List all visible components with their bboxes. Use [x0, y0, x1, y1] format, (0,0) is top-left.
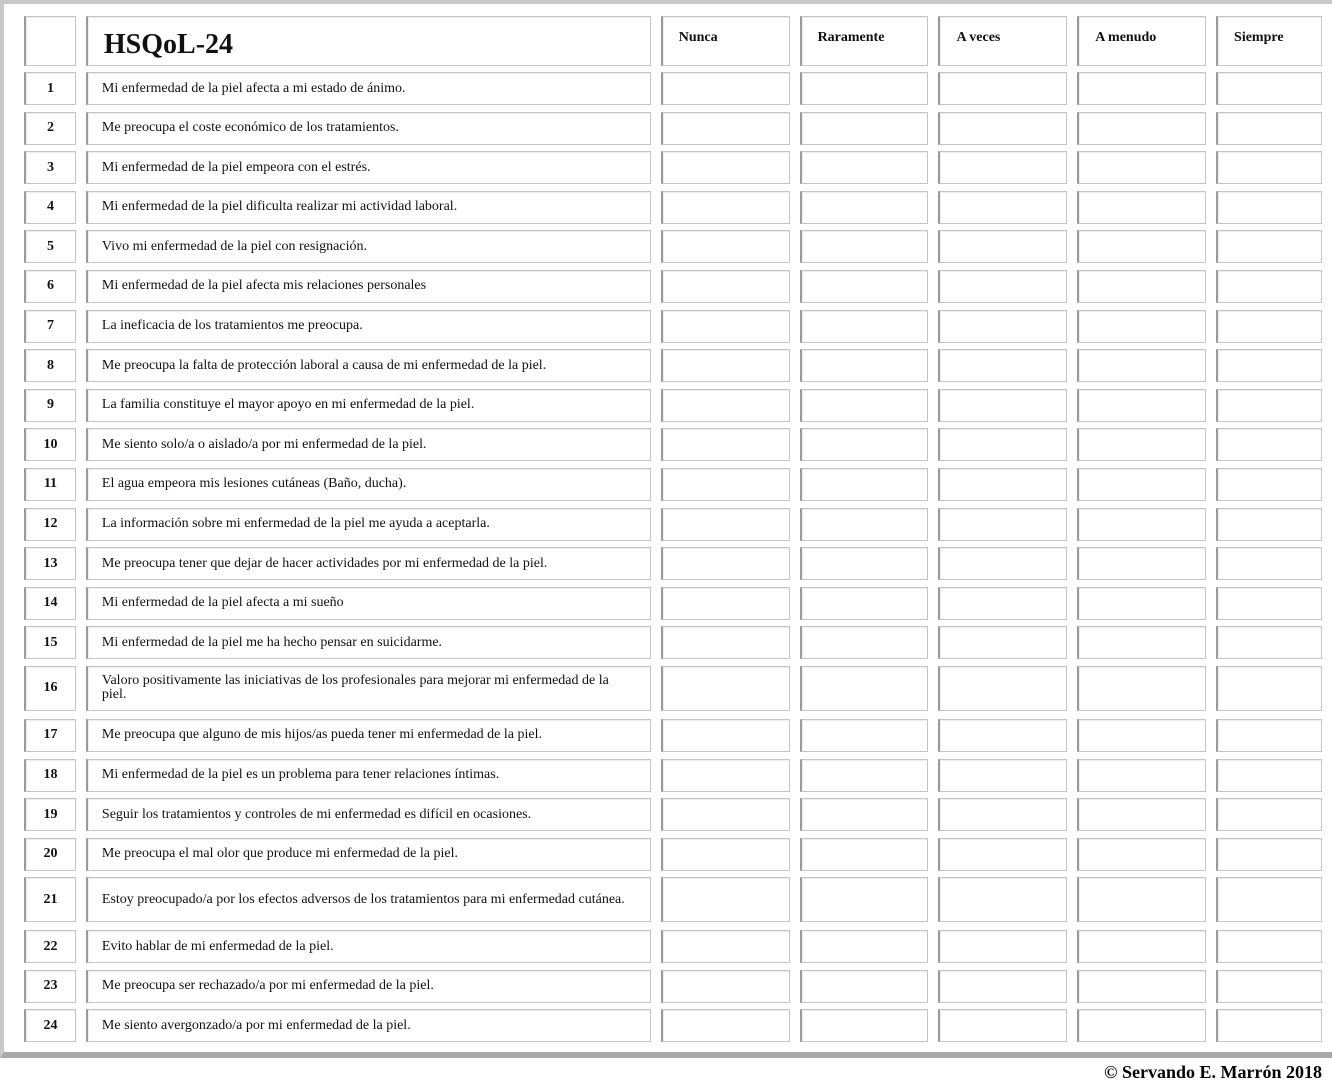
response-cell-a-menudo[interactable]: [1077, 72, 1206, 105]
response-cell-raramente[interactable]: [800, 270, 929, 303]
table-row: [24, 508, 1322, 548]
item-text: Me preocupa tener que dejar de hacer actividades por mi enfermedad de la piel.: [86, 547, 651, 580]
item-number: 13: [24, 547, 76, 580]
response-cell-a-veces[interactable]: [938, 72, 1067, 105]
table-row: [24, 798, 1322, 838]
column-header-a-menudo: A menudo: [1077, 16, 1206, 66]
response-cell-siempre[interactable]: [1216, 468, 1322, 501]
item-number: 8: [24, 349, 76, 382]
item-text: El agua empeora mis lesiones cutáneas (Baño, ducha).: [86, 468, 651, 501]
response-cell-a-veces[interactable]: [938, 547, 1067, 580]
response-cell-nunca[interactable]: [661, 72, 790, 105]
column-header-siempre: Siempre: [1216, 16, 1322, 66]
item-number: 3: [24, 151, 76, 184]
response-cell-raramente[interactable]: [800, 970, 929, 1003]
table-row: [24, 151, 1322, 191]
item-text: Me preocupa ser rechazado/a por mi enfermedad de la piel.: [86, 970, 651, 1003]
response-cell-nunca[interactable]: [661, 798, 790, 831]
response-cell-a-menudo[interactable]: [1077, 877, 1206, 922]
response-cell-nunca[interactable]: [661, 151, 790, 184]
response-cell-raramente[interactable]: [800, 1009, 929, 1042]
response-cell-nunca[interactable]: [661, 838, 790, 871]
table-row: [24, 270, 1322, 310]
item-text: La familia constituye el mayor apoyo en mi enfermedad de la piel.: [86, 389, 651, 422]
table-row: [24, 191, 1322, 231]
response-cell-siempre[interactable]: [1216, 547, 1322, 580]
response-cell-nunca[interactable]: [661, 112, 790, 145]
item-text: La información sobre mi enfermedad de la piel me ayuda a aceptarla.: [86, 508, 651, 541]
response-cell-a-veces[interactable]: [938, 151, 1067, 184]
response-cell-nunca[interactable]: [661, 626, 790, 659]
header-row: [24, 16, 1322, 72]
response-cell-raramente[interactable]: [800, 547, 929, 580]
response-cell-nunca[interactable]: [661, 428, 790, 461]
response-cell-a-menudo[interactable]: [1077, 759, 1206, 792]
response-cell-nunca[interactable]: [661, 191, 790, 224]
response-cell-nunca[interactable]: [661, 719, 790, 752]
response-cell-a-menudo[interactable]: [1077, 970, 1206, 1003]
column-header-a-veces: A veces: [938, 16, 1067, 66]
item-text: Mi enfermedad de la piel me ha hecho pensar en suicidarme.: [86, 626, 651, 659]
questionnaire-title: HSQoL-24: [86, 16, 651, 66]
response-cell-a-veces[interactable]: [938, 428, 1067, 461]
response-cell-nunca[interactable]: [661, 877, 790, 922]
response-cell-a-veces[interactable]: [938, 970, 1067, 1003]
response-cell-nunca[interactable]: [661, 468, 790, 501]
item-number: 6: [24, 270, 76, 303]
item-number: 20: [24, 838, 76, 871]
response-cell-a-veces[interactable]: [938, 838, 1067, 871]
response-cell-nunca[interactable]: [661, 587, 790, 620]
response-cell-nunca[interactable]: [661, 508, 790, 541]
response-cell-a-menudo[interactable]: [1077, 112, 1206, 145]
response-cell-a-menudo[interactable]: [1077, 428, 1206, 461]
table-row: [24, 389, 1322, 429]
response-cell-siempre[interactable]: [1216, 930, 1322, 963]
response-cell-nunca[interactable]: [661, 1009, 790, 1042]
item-number: 24: [24, 1009, 76, 1042]
response-cell-siempre[interactable]: [1216, 112, 1322, 145]
table-row: [24, 666, 1322, 719]
response-cell-a-veces[interactable]: [938, 270, 1067, 303]
response-cell-a-veces[interactable]: [938, 468, 1067, 501]
response-cell-a-veces[interactable]: [938, 930, 1067, 963]
item-number: 22: [24, 930, 76, 963]
response-cell-a-veces[interactable]: [938, 719, 1067, 752]
table-row: [24, 72, 1322, 112]
response-cell-a-menudo[interactable]: [1077, 838, 1206, 871]
response-cell-a-veces[interactable]: [938, 877, 1067, 922]
table-row: [24, 970, 1322, 1010]
response-cell-raramente[interactable]: [800, 508, 929, 541]
response-cell-nunca[interactable]: [661, 349, 790, 382]
response-cell-a-menudo[interactable]: [1077, 547, 1206, 580]
item-text: Mi enfermedad de la piel afecta mis relaciones personales: [86, 270, 651, 303]
response-cell-raramente[interactable]: [800, 798, 929, 831]
item-number: 10: [24, 428, 76, 461]
response-cell-nunca[interactable]: [661, 310, 790, 343]
response-cell-siempre[interactable]: [1216, 310, 1322, 343]
response-cell-nunca[interactable]: [661, 970, 790, 1003]
table-row: [24, 230, 1322, 270]
response-cell-a-veces[interactable]: [938, 112, 1067, 145]
column-header-raramente: Raramente: [800, 16, 929, 66]
item-number: 15: [24, 626, 76, 659]
response-cell-a-veces[interactable]: [938, 798, 1067, 831]
response-cell-a-menudo[interactable]: [1077, 230, 1206, 263]
response-cell-raramente[interactable]: [800, 930, 929, 963]
item-text: Mi enfermedad de la piel dificulta realizar mi actividad laboral.: [86, 191, 651, 224]
item-text: Valoro positivamente las iniciativas de los profesionales para mejorar mi enfermedad de la piel.: [86, 666, 651, 711]
response-cell-a-menudo[interactable]: [1077, 389, 1206, 422]
response-cell-a-menudo[interactable]: [1077, 270, 1206, 303]
response-cell-a-menudo[interactable]: [1077, 468, 1206, 501]
corner-cell: [24, 16, 76, 66]
response-cell-siempre[interactable]: [1216, 349, 1322, 382]
response-cell-siempre[interactable]: [1216, 389, 1322, 422]
response-cell-nunca[interactable]: [661, 930, 790, 963]
item-text: Evito hablar de mi enfermedad de la piel.: [86, 930, 651, 963]
response-cell-a-menudo[interactable]: [1077, 349, 1206, 382]
item-number: 17: [24, 719, 76, 752]
item-number: 18: [24, 759, 76, 792]
response-cell-a-menudo[interactable]: [1077, 798, 1206, 831]
response-cell-raramente[interactable]: [800, 666, 929, 711]
response-cell-a-menudo[interactable]: [1077, 191, 1206, 224]
response-cell-raramente[interactable]: [800, 72, 929, 105]
response-cell-raramente[interactable]: [800, 151, 929, 184]
response-cell-siempre[interactable]: [1216, 877, 1322, 922]
response-cell-a-menudo[interactable]: [1077, 508, 1206, 541]
response-cell-a-menudo[interactable]: [1077, 666, 1206, 711]
table-row: [24, 930, 1322, 970]
table-row: [24, 838, 1322, 878]
item-number: 2: [24, 112, 76, 145]
response-cell-raramente[interactable]: [800, 626, 929, 659]
response-cell-siempre[interactable]: [1216, 230, 1322, 263]
questionnaire-table: [14, 16, 1332, 1049]
response-cell-siempre[interactable]: [1216, 72, 1322, 105]
response-cell-raramente[interactable]: [800, 389, 929, 422]
response-cell-raramente[interactable]: [800, 759, 929, 792]
item-number: 23: [24, 970, 76, 1003]
response-cell-siempre[interactable]: [1216, 191, 1322, 224]
response-cell-raramente[interactable]: [800, 877, 929, 922]
item-number: 12: [24, 508, 76, 541]
response-cell-raramente[interactable]: [800, 587, 929, 620]
item-number: 4: [24, 191, 76, 224]
table-row: [24, 310, 1322, 350]
item-text: Mi enfermedad de la piel afecta a mi sueño: [86, 587, 651, 620]
response-cell-siempre[interactable]: [1216, 759, 1322, 792]
response-cell-siempre[interactable]: [1216, 270, 1322, 303]
response-cell-siempre[interactable]: [1216, 970, 1322, 1003]
table-row: [24, 349, 1322, 389]
table-row: [24, 1009, 1322, 1049]
response-cell-a-veces[interactable]: [938, 191, 1067, 224]
item-text: Me siento avergonzado/a por mi enfermedad de la piel.: [86, 1009, 651, 1042]
response-cell-siempre[interactable]: [1216, 666, 1322, 711]
item-number: 1: [24, 72, 76, 105]
item-text: Me siento solo/a o aislado/a por mi enfermedad de la piel.: [86, 428, 651, 461]
response-cell-a-menudo[interactable]: [1077, 930, 1206, 963]
response-cell-raramente[interactable]: [800, 310, 929, 343]
item-text: La ineficacia de los tratamientos me preocupa.: [86, 310, 651, 343]
table-row: [24, 719, 1322, 759]
item-text: Estoy preocupado/a por los efectos adversos de los tratamientos para mi enfermedad cutánea.: [86, 877, 651, 922]
item-text: Me preocupa que alguno de mis hijos/as pueda tener mi enfermedad de la piel.: [86, 719, 651, 752]
response-cell-raramente[interactable]: [800, 191, 929, 224]
response-cell-nunca[interactable]: [661, 547, 790, 580]
response-cell-a-menudo[interactable]: [1077, 587, 1206, 620]
table-row: [24, 547, 1322, 587]
response-cell-a-menudo[interactable]: [1077, 626, 1206, 659]
table-row: [24, 112, 1322, 152]
response-cell-siempre[interactable]: [1216, 151, 1322, 184]
response-cell-raramente[interactable]: [800, 349, 929, 382]
item-number: 14: [24, 587, 76, 620]
response-cell-a-veces[interactable]: [938, 587, 1067, 620]
response-cell-a-menudo[interactable]: [1077, 719, 1206, 752]
response-cell-a-veces[interactable]: [938, 508, 1067, 541]
response-cell-siempre[interactable]: [1216, 587, 1322, 620]
response-cell-a-menudo[interactable]: [1077, 1009, 1206, 1042]
response-cell-a-veces[interactable]: [938, 389, 1067, 422]
response-cell-a-menudo[interactable]: [1077, 151, 1206, 184]
response-cell-a-veces[interactable]: [938, 666, 1067, 711]
response-cell-nunca[interactable]: [661, 759, 790, 792]
response-cell-siempre[interactable]: [1216, 1009, 1322, 1042]
response-cell-a-veces[interactable]: [938, 349, 1067, 382]
response-cell-raramente[interactable]: [800, 719, 929, 752]
item-number: 9: [24, 389, 76, 422]
response-cell-a-veces[interactable]: [938, 310, 1067, 343]
response-cell-raramente[interactable]: [800, 112, 929, 145]
response-cell-a-veces[interactable]: [938, 230, 1067, 263]
item-text: Seguir los tratamientos y controles de mi enfermedad es difícil en ocasiones.: [86, 798, 651, 831]
table-row: [24, 428, 1322, 468]
item-text: Me preocupa el mal olor que produce mi enfermedad de la piel.: [86, 838, 651, 871]
item-text: Mi enfermedad de la piel empeora con el estrés.: [86, 151, 651, 184]
response-cell-nunca[interactable]: [661, 389, 790, 422]
table-row: [24, 877, 1322, 930]
response-cell-nunca[interactable]: [661, 270, 790, 303]
item-text: Mi enfermedad de la piel es un problema para tener relaciones íntimas.: [86, 759, 651, 792]
response-cell-a-veces[interactable]: [938, 1009, 1067, 1042]
response-cell-raramente[interactable]: [800, 468, 929, 501]
response-cell-siempre[interactable]: [1216, 719, 1322, 752]
response-cell-a-veces[interactable]: [938, 759, 1067, 792]
response-cell-siempre[interactable]: [1216, 428, 1322, 461]
item-number: 11: [24, 468, 76, 501]
item-number: 16: [24, 666, 76, 711]
table-row: [24, 587, 1322, 627]
response-cell-raramente[interactable]: [800, 428, 929, 461]
response-cell-nunca[interactable]: [661, 230, 790, 263]
response-cell-a-veces[interactable]: [938, 626, 1067, 659]
copyright-notice: © Servando E. Marrón 2018: [1104, 1062, 1322, 1082]
item-number: 5: [24, 230, 76, 263]
item-number: 19: [24, 798, 76, 831]
response-cell-siempre[interactable]: [1216, 838, 1322, 871]
item-text: Me preocupa la falta de protección laboral a causa de mi enfermedad de la piel.: [86, 349, 651, 382]
response-cell-raramente[interactable]: [800, 838, 929, 871]
item-number: 21: [24, 877, 76, 922]
column-header-nunca: Nunca: [661, 16, 790, 66]
response-cell-siempre[interactable]: [1216, 626, 1322, 659]
table-row: [24, 626, 1322, 666]
table-row: [24, 468, 1322, 508]
item-text: Mi enfermedad de la piel afecta a mi estado de ánimo.: [86, 72, 651, 105]
response-cell-siempre[interactable]: [1216, 508, 1322, 541]
response-cell-a-menudo[interactable]: [1077, 310, 1206, 343]
response-cell-nunca[interactable]: [661, 666, 790, 711]
response-cell-siempre[interactable]: [1216, 798, 1322, 831]
response-cell-raramente[interactable]: [800, 230, 929, 263]
table-row: [24, 759, 1322, 799]
item-text: Vivo mi enfermedad de la piel con resignación.: [86, 230, 651, 263]
item-text: Me preocupa el coste económico de los tratamientos.: [86, 112, 651, 145]
item-number: 7: [24, 310, 76, 343]
